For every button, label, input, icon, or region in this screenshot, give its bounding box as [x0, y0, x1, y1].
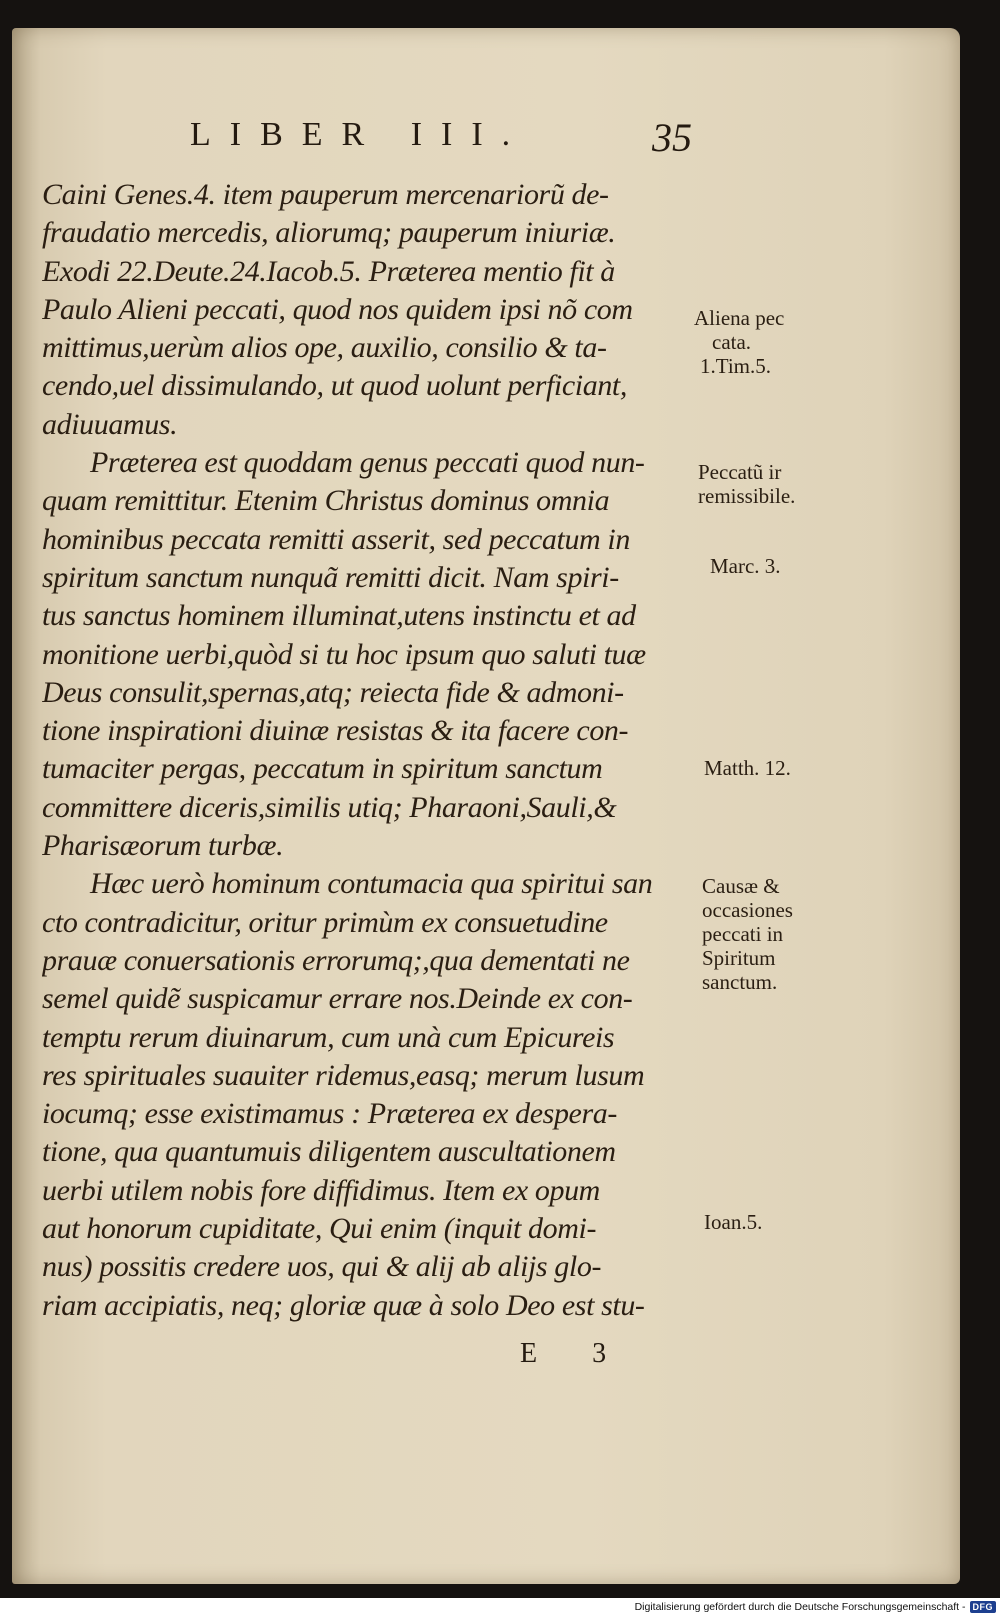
- funding-text: Digitalisierung gefördert durch die Deutsche Forschungsgemeinschaft -: [634, 1600, 966, 1613]
- text-line: Præterea est quoddam genus peccati quod nun-: [90, 446, 645, 480]
- margin-note-line: Marc. 3.: [710, 554, 781, 578]
- text-line: tione inspirationi diuinæ resistas & ita facere con-: [42, 714, 629, 748]
- margin-note-aliena: [694, 306, 854, 354]
- text-line: tione, qua quantumuis diligentem auscultationem: [42, 1135, 616, 1169]
- text-line: nus) possitis credere uos, qui & alij ab alijs glo-: [42, 1250, 602, 1284]
- margin-note-line: cata.: [712, 330, 752, 354]
- text-line: spiritum sanctum nunquã remitti dicit. Nam spiri-: [42, 560, 619, 594]
- text-line: res spirituales suauiter ridemus,easq; merum lusum: [42, 1058, 645, 1092]
- funding-credit: [635, 1598, 996, 1615]
- margin-note-line: Matth. 12.: [704, 756, 791, 780]
- margin-note-line: peccati in: [702, 922, 784, 946]
- text-line: Exodi 22.Deute.24.Iacob.5. Præterea mentio fit à: [42, 254, 615, 288]
- margin-note-marc: [710, 554, 870, 578]
- text-line: fraudatio mercedis, aliorumq; pauperum iniuriæ.: [42, 216, 616, 250]
- running-head-title: LIBER III.: [190, 116, 530, 153]
- page-number: 35: [652, 115, 692, 160]
- margin-note-line: Peccatũ ir: [698, 460, 782, 484]
- margin-note-irremissibile: [698, 460, 858, 508]
- text-line: temptu rerum diuinarum, cum unà cum Epicureis: [42, 1020, 615, 1054]
- text-line: iocumq; esse existimamus : Præterea ex despera-: [42, 1097, 617, 1131]
- text-line: aut honorum cupiditate, Qui enim (inquit domi-: [42, 1212, 597, 1246]
- text-line: prauæ conuersationis errorumq;,qua dementati ne: [42, 943, 630, 977]
- main-text-block: [42, 176, 697, 1325]
- margin-note-line: occasiones: [702, 898, 793, 922]
- margin-note-causae: [702, 874, 862, 994]
- margin-note-line: sanctum.: [702, 970, 778, 994]
- text-line: uerbi utilem nobis fore diffidimus. Item ex opum: [42, 1173, 600, 1207]
- text-line: adiuuamus.: [42, 407, 178, 441]
- margin-note-ioan: [704, 1210, 864, 1234]
- margin-note-line: Aliena pec: [694, 306, 785, 330]
- margin-note-line: 1.Tim.5.: [700, 354, 772, 378]
- dfg-logo: DFG: [970, 1601, 997, 1613]
- text-line: Caini Genes.4. item pauperum mercenariorũ de-: [42, 178, 609, 211]
- text-line: monitione uerbi,quòd si tu hoc ipsum quo saluti tuæ: [42, 637, 646, 671]
- text-line: Deus consulit,spernas,atq; reiecta fide & admoni-: [42, 675, 624, 709]
- margin-note-matth: [704, 756, 864, 780]
- margin-note-line: Spiritum: [702, 946, 776, 970]
- text-line: tus sanctus hominem illuminat,utens instinctu et ad: [42, 599, 636, 633]
- text-line: cendo,uel dissimulando, ut quod uolunt perficiant,: [42, 369, 627, 403]
- text-line: Hæc uerò hominum contumacia qua spiritui san: [90, 867, 653, 901]
- text-line: riam accipiatis, neq; gloriæ quæ à solo Deo est stu-: [42, 1288, 645, 1322]
- margin-note-timothy: [700, 354, 860, 378]
- text-line: Pharisæorum turbæ.: [42, 829, 284, 863]
- text-line: tumaciter pergas, peccatum in spiritum sanctum: [42, 752, 603, 786]
- text-line: Paulo Alieni peccati, quod nos quidem ipsi nõ com: [42, 292, 633, 326]
- text-line: mittimus,uerùm alios ope, auxilio, consilio & ta-: [42, 331, 607, 365]
- text-line: cto contradicitur, oritur primùm ex consuetudine: [42, 905, 608, 939]
- running-head: [12, 116, 960, 166]
- book-page: [12, 28, 960, 1584]
- margin-note-line: remissibile.: [698, 484, 796, 508]
- margin-note-line: Causæ &: [702, 874, 780, 898]
- text-line: quam remittitur. Etenim Christus dominus omnia: [42, 484, 610, 518]
- text-line: committere diceris,similis utiq; Pharaoni,Sauli,&: [42, 790, 617, 824]
- signature-mark: E 3: [520, 1338, 631, 1369]
- text-line: hominibus peccata remitti asserit, sed peccatum in: [42, 522, 630, 556]
- margin-note-line: Ioan.5.: [704, 1210, 763, 1234]
- text-line: semel quidẽ suspicamur errare nos.Deinde ex con-: [42, 982, 633, 1016]
